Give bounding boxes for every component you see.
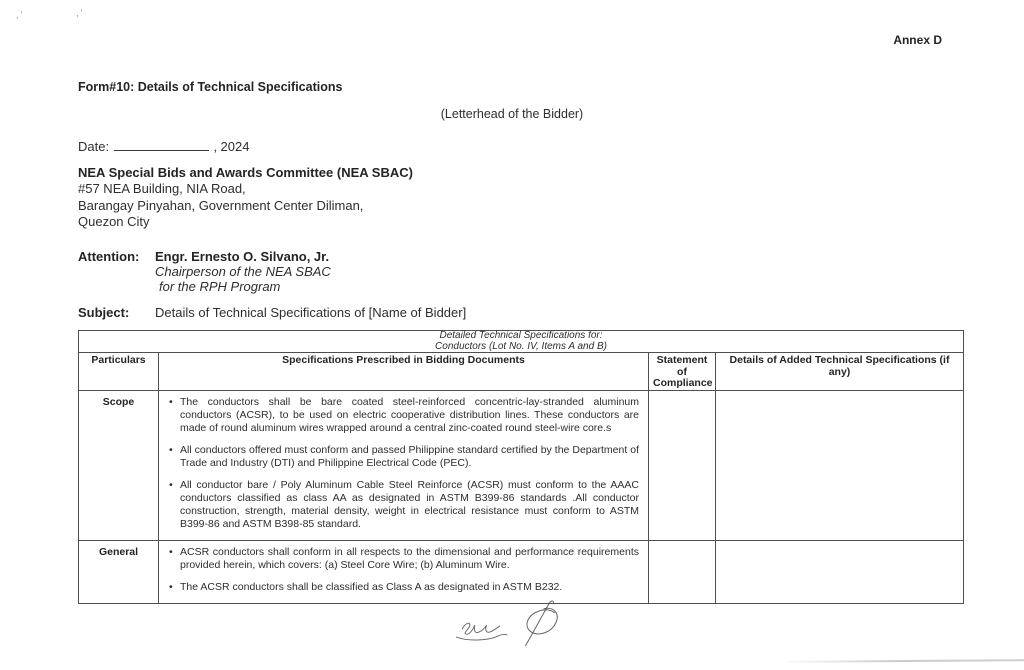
- spec-bullet: • The ACSR conductors shall be classified as Class A as designated in ASTM B232.: [166, 581, 639, 594]
- attention-block: [78, 249, 331, 294]
- spec-table: [78, 330, 964, 604]
- scan-edge-artifact: [788, 659, 1024, 663]
- table-caption-line: Detailed Technical Specifications for:: [439, 330, 603, 341]
- form-title: Form#10: Details of Technical Specifications: [78, 80, 343, 94]
- scan-artifact: ,’: [16, 10, 25, 20]
- date-line: [78, 138, 249, 154]
- spec-bullet: • All conductor bare / Poly Aluminum Cable Steel Reinforce (ACSR) must conform to the AAAC conductors classified as class AA as designated in ASTM B399-86 standards .All conductor construction, strength, material density, weight in electrical resistance must conform to ASTM B399-86 and ASTM B398-85 standard.: [166, 479, 639, 531]
- table-header-row: [79, 353, 964, 391]
- recipient-address-line: Quezon City: [78, 213, 150, 229]
- table-row: [79, 390, 964, 540]
- table-caption-row: [79, 331, 964, 353]
- attention-role: Chairperson of the NEA SBAC: [155, 264, 331, 279]
- details-added-cell: [716, 390, 964, 540]
- attention-value: [155, 249, 331, 294]
- subject-value: Details of Technical Specifications of [Name of Bidder]: [155, 305, 467, 320]
- particular-cell: Scope: [79, 390, 159, 540]
- table-row: [79, 540, 964, 603]
- specifications-cell: [159, 540, 649, 603]
- recipient-address-line: Barangay Pinyahan, Government Center Diliman,: [78, 197, 364, 213]
- spec-bullet: • The conductors shall be bare coated steel-reinforced concentric-lay-stranded aluminum conductors (ACSR), to be used on electric cooperative distribution lines. These conductors are made of round aluminum wires wrapped around a central zinc-coated round steel-wire core.s: [166, 396, 639, 435]
- scan-artifact: ,’: [76, 8, 85, 18]
- statement-of-compliance-cell: [649, 390, 716, 540]
- subject-block: [78, 305, 466, 320]
- attention-label: Attention:: [78, 249, 140, 264]
- recipient-block: [78, 165, 413, 230]
- column-header-statement-of-compliance: Statement of Compliance: [649, 353, 716, 391]
- handwritten-initials: [452, 612, 518, 646]
- spec-bullet: • All conductors offered must conform and passed Philippine standard certified by the Department of Trade and Industry (DTI) and Philippine Electrical Code (PEC).: [166, 444, 639, 470]
- specifications-cell: [159, 390, 649, 540]
- attention-role: for the RPH Program: [159, 279, 281, 294]
- date-year: , 2024: [213, 139, 250, 154]
- spec-bullet-list: [159, 541, 648, 594]
- letterhead-note: (Letterhead of the Bidder): [440, 107, 584, 121]
- column-header-specifications: Specifications Prescribed in Bidding Documents: [159, 353, 649, 391]
- recipient-name: NEA Special Bids and Awards Committee (NEA SBAC): [78, 165, 413, 180]
- column-header-details-added: Details of Added Technical Specifications (if any): [716, 353, 964, 391]
- spec-bullet: • ACSR conductors shall conform in all respects to the dimensional and performance requirements provided herein, which covers: (a) Steel Core Wire; (b) Aluminum Wire.: [166, 546, 639, 572]
- column-header-particulars: Particulars: [79, 353, 159, 391]
- details-added-cell: [716, 540, 964, 603]
- date-label: Date:: [78, 139, 110, 154]
- annex-label: Annex D: [893, 33, 942, 47]
- handwritten-signature: [512, 597, 568, 651]
- spec-bullet-list: [159, 391, 648, 531]
- subject-label: Subject:: [78, 305, 130, 320]
- attention-name: Engr. Ernesto O. Silvano, Jr.: [155, 249, 330, 264]
- table-caption-line: Conductors (Lot No. IV, Items A and B): [435, 340, 607, 352]
- table-caption: [79, 331, 964, 353]
- recipient-address-line: #57 NEA Building, NIA Road,: [78, 181, 246, 197]
- particular-cell: General: [79, 540, 159, 603]
- date-blank-line: [114, 138, 209, 151]
- statement-of-compliance-cell: [649, 540, 716, 603]
